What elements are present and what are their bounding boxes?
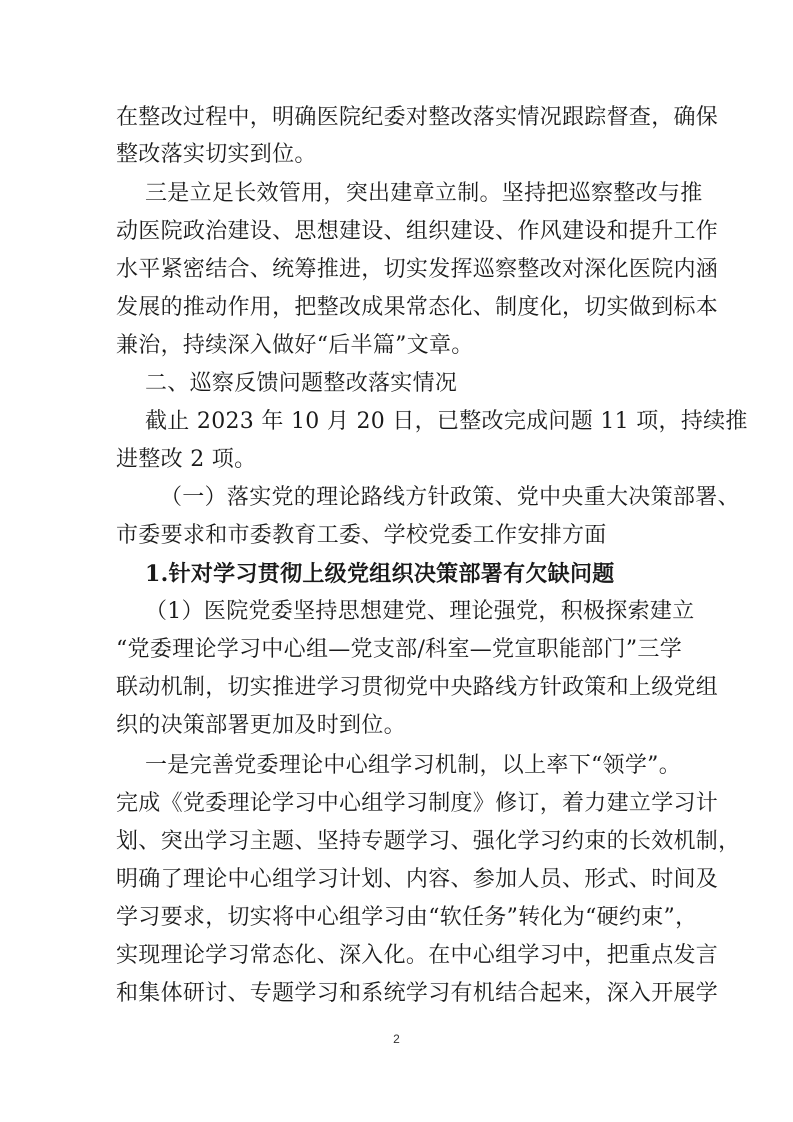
- section-heading: 二、巡察反馈问题整改落实情况: [145, 371, 458, 396]
- text-line: 兼治，持续深入做好“后半篇”文章。: [116, 333, 474, 358]
- text-line: 截止 2023 年 10 月 20 日，已整改完成问题 11 项，持续推: [145, 409, 748, 434]
- item-heading: 1.针对学习贯彻上级党组织决策部署有欠缺问题: [145, 561, 615, 587]
- text-line: （1）医院党委坚持思想建党、理论强党，积极探索建立: [145, 599, 695, 624]
- text-line: 实现理论学习常态化、深入化。在中心组学习中，把重点发言: [116, 943, 719, 968]
- subsection-heading: （一）落实党的理论路线方针政策、党中央重大决策部署、: [160, 485, 740, 510]
- text-line: 完成《党委理论学习中心组学习制度》修订，着力建立学习计: [116, 791, 719, 816]
- page-number: 2: [393, 1032, 400, 1046]
- text-line: 动医院政治建设、思想建设、组织建设、作风建设和提升工作: [116, 219, 719, 244]
- text-line: 划、突出学习主题、坚持专题学习、强化学习约束的长效机制，: [116, 829, 741, 854]
- text-line: 三是立足长效管用，突出建章立制。坚持把巡察整改与推: [145, 181, 703, 206]
- text-line: 进整改 2 项。: [116, 447, 257, 472]
- text-line: 和集体研讨、专题学习和系统学习有机结合起来，深入开展学: [116, 981, 719, 1006]
- text-line: 明确了理论中心组学习计划、内容、参加人员、形式、时间及: [116, 867, 719, 892]
- text-line: 联动机制，切实推进学习贯彻党中央路线方针政策和上级党组: [116, 675, 719, 700]
- text-line: 发展的推动作用，把整改成果常态化、制度化，切实做到标本: [116, 295, 719, 320]
- text-line: 在整改过程中，明确医院纪委对整改落实情况跟踪督查，确保: [116, 105, 719, 130]
- text-line: 整改落实切实到位。: [116, 142, 317, 167]
- text-line: “党委理论学习中心组—党支部/科室—党宣职能部门”三学: [116, 637, 683, 662]
- subsection-heading: 市委要求和市委教育工委、学校党委工作安排方面: [116, 523, 607, 548]
- text-line: 织的决策部署更加及时到位。: [116, 713, 406, 738]
- text-line: 一是完善党委理论中心组学习机制，以上率下“领学”。: [145, 753, 681, 778]
- text-line: 水平紧密结合、统筹推进，切实发挥巡察整改对深化医院内涵: [116, 257, 719, 282]
- text-line: 学习要求，切实将中心组学习由“软任务”转化为“硬约束”，: [116, 905, 698, 930]
